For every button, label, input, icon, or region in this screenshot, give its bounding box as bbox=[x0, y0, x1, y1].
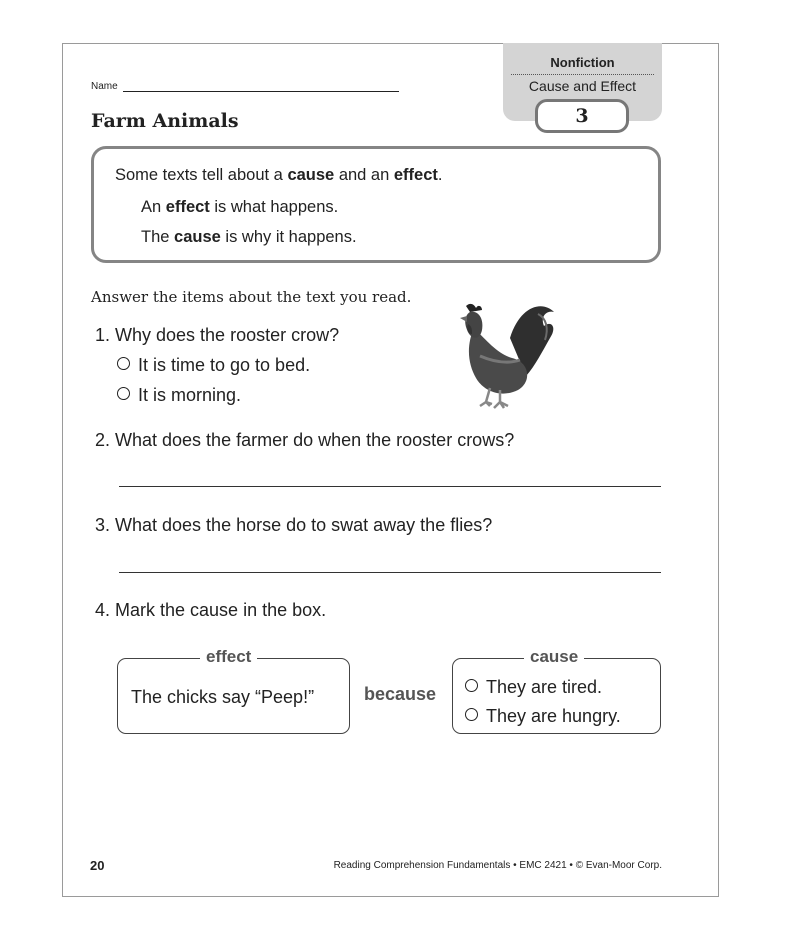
name-label: Name bbox=[91, 81, 118, 92]
effect-text: The chicks say “Peep!” bbox=[131, 687, 315, 707]
name-line[interactable] bbox=[123, 91, 399, 92]
radio-circle-icon[interactable] bbox=[117, 357, 130, 370]
definition-line-2: An effect is what happens. bbox=[141, 198, 339, 216]
answer-line-3[interactable] bbox=[119, 572, 661, 573]
effect-box bbox=[117, 647, 350, 734]
answer-line-2[interactable] bbox=[119, 486, 661, 487]
question-4: 4. Mark the cause in the box. bbox=[95, 600, 327, 620]
definition-line-3: The cause is why it happens. bbox=[141, 228, 357, 246]
tab-title: Nonfiction bbox=[550, 55, 615, 70]
cause-label: cause bbox=[524, 647, 584, 667]
question-1-option-1[interactable]: It is time to go to bed. bbox=[117, 355, 310, 376]
instructions: Answer the items about the text you read. bbox=[91, 288, 412, 306]
page-number: 20 bbox=[90, 858, 105, 873]
radio-circle-icon[interactable] bbox=[117, 387, 130, 400]
radio-circle-icon[interactable] bbox=[465, 708, 478, 721]
definition-line-1: Some texts tell about a cause and an effect. bbox=[115, 166, 443, 184]
cause-option-2[interactable]: They are hungry. bbox=[465, 706, 621, 727]
because-connector: because bbox=[364, 684, 437, 704]
effect-label: effect bbox=[200, 647, 257, 667]
footer-credit: Reading Comprehension Fundamentals • EMC 2421 • © Evan-Moor Corp. bbox=[333, 860, 662, 871]
rooster-image bbox=[450, 298, 560, 413]
unit-number-badge: 3 bbox=[535, 99, 629, 133]
question-1-option-2[interactable]: It is morning. bbox=[117, 385, 241, 406]
cause-option-1[interactable]: They are tired. bbox=[465, 677, 602, 698]
question-2: 2. What does the farmer do when the rooster crows? bbox=[95, 430, 515, 450]
definition-box bbox=[91, 146, 661, 263]
radio-circle-icon[interactable] bbox=[465, 679, 478, 692]
question-1: 1. Why does the rooster crow? bbox=[95, 325, 340, 345]
tab-divider bbox=[511, 74, 654, 75]
cause-box bbox=[452, 647, 661, 734]
page-title: Farm Animals bbox=[91, 110, 239, 132]
question-3: 3. What does the horse do to swat away the flies? bbox=[95, 515, 493, 535]
tab-subtitle: Cause and Effect bbox=[528, 78, 637, 94]
